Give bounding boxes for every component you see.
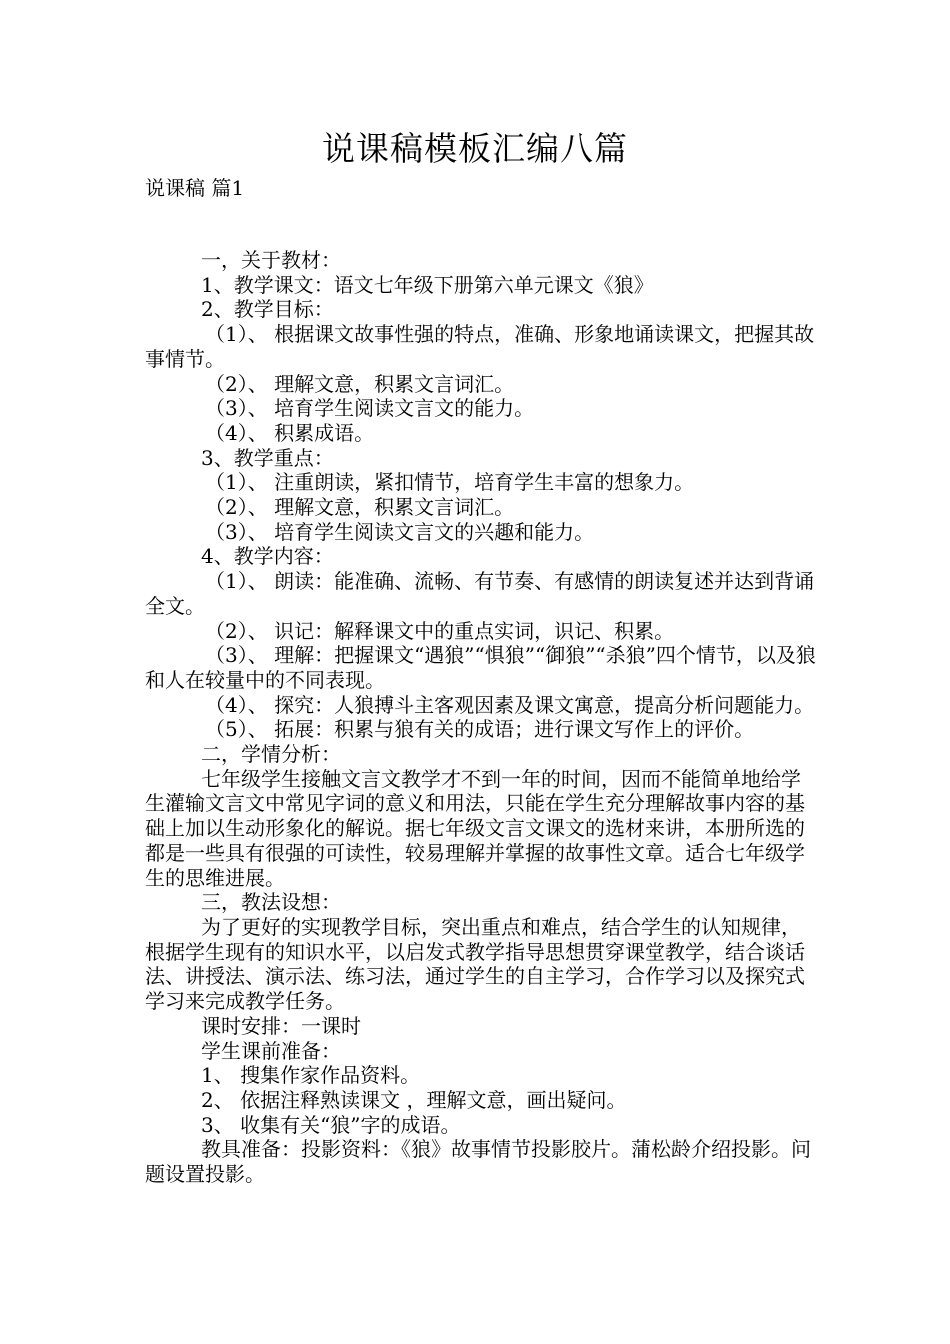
paragraph: 三，教法设想： [201,890,341,915]
section-subtitle: 说课稿 篇1 [145,176,245,200]
paragraph: （2）、 识记：解释课文中的重点实词，识记、积累。 [205,618,675,643]
paragraph: （3）、 理解：把握课文“遇狼”“惧狼”“御狼”“杀狼”四个情节，以及狼和人在较量中的不同表现。 [145,643,816,692]
document-title: 说课稿模板汇编八篇 [322,129,628,168]
paragraph: 2、教学目标： [201,297,334,322]
paragraph: 教具准备：投影资料：《狼》故事情节投影胶片。蒲松龄介绍投影。问题设置投影。 [145,1137,811,1187]
paragraph: （4）、 积累成语。 [205,420,375,445]
paragraph: 七年级学生接触文言文教学才不到一年的时间，因而不能简单地给学生灌输文言文中常见字词的意义和用法，只能在学生充分理解故事内容的基础上加以生动形象化的解说。据七年级文言文课文的选材来讲，本册所选的都是一些具有很强的可读性，较易理解并掌握的故事性文章。适合七年级学生的思维进展。 [145,766,805,890]
paragraph: （1）、 注重朗读，紧扣情节，培育学生丰富的想象力。 [205,470,695,495]
paragraph: 4、教学内容： [201,544,334,569]
paragraph: 3、 收集有关“狼”字的成语。 [201,1112,461,1137]
paragraph: 1、 搜集作家作品资料。 [201,1063,421,1088]
paragraph: （5）、 拓展：积累与狼有关的成语；进行课文写作上的评价。 [205,717,755,742]
paragraph: （2）、 理解文意，积累文言词汇。 [205,371,515,396]
paragraph: 二，学情分析： [201,742,341,767]
paragraph: （1）、 朗读：能准确、流畅、有节奏、有感情的朗读复述并达到背诵全文。 [145,569,815,618]
paragraph: 一，关于教材： [201,248,341,272]
paragraph: 1、教学课文：语文七年级下册第六单元课文《狼》 [201,272,654,297]
document-body [145,248,817,1187]
paragraph: （2）、 理解文意，积累文言词汇。 [205,495,515,520]
paragraph: 3、教学重点： [201,445,334,470]
paragraph: 学生课前准备： [201,1038,341,1063]
paragraph: （4）、 探究：人狼搏斗主客观因素及课文寓意，提高分析问题能力。 [205,692,815,717]
paragraph: 为了更好的实现教学目标，突出重点和难点，结合学生的认知规律，根据学生现有的知识水平，以启发式教学指导思想贯穿课堂教学，结合谈话法、讲授法、演示法、练习法，通过学生的自主学习，合作学习以及探究式学习来完成教学任务。 [145,914,805,1014]
paragraph: （3）、 培育学生阅读文言文的能力。 [205,396,535,421]
paragraph: 2、 依据注释熟读课文 ，理解文意，画出疑问。 [201,1087,627,1112]
paragraph: （3）、 培育学生阅读文言文的兴趣和能力。 [205,519,595,544]
paragraph: 课时安排：一课时 [201,1013,361,1038]
paragraph: （1）、 根据课文故事性强的特点，准确、形象地诵读课文，把握其故事情节。 [145,322,815,371]
